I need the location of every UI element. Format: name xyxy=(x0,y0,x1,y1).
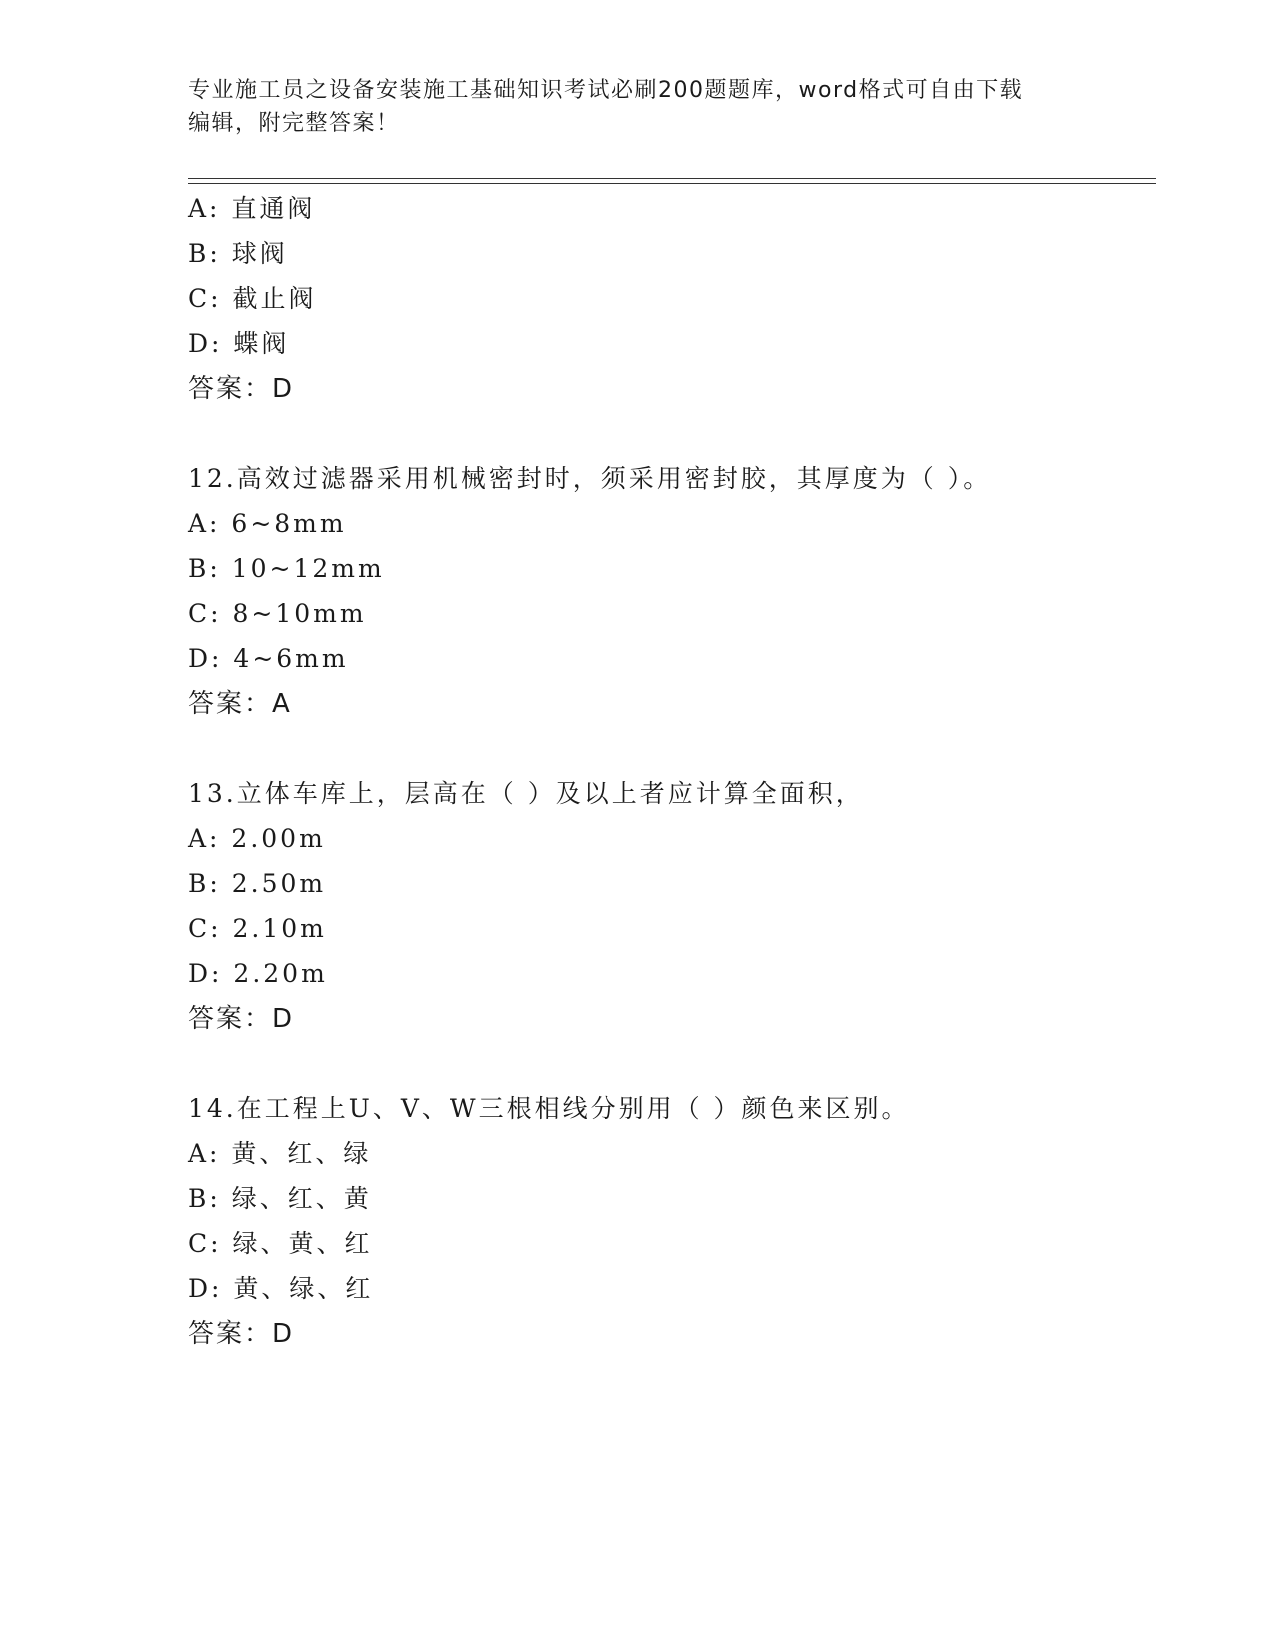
header-line-2: 编辑，附完整答案！ xyxy=(188,111,400,136)
question-text: 12.高效过滤器采用机械密封时，须采用密封胶，其厚度为（ ）。 xyxy=(188,464,992,493)
option-c: C: 截止阀 xyxy=(188,284,317,313)
document-header xyxy=(188,74,1088,140)
option-a: A: 6~8mm xyxy=(188,509,347,538)
question-text: 13.立体车库上，层高在（ ）及以上者应计算全面积， xyxy=(188,779,864,808)
option-d: D: 4~6mm xyxy=(188,644,349,673)
option-d: D: 2.20m xyxy=(188,959,328,988)
option-d: D: 黄、绿、红 xyxy=(188,1274,374,1303)
option-c: C: 8~10mm xyxy=(188,599,367,628)
option-b: B: 绿、红、黄 xyxy=(188,1184,372,1213)
option-a: A: 2.00m xyxy=(188,824,326,853)
option-b: B: 球阀 xyxy=(188,239,288,268)
option-b: B: 2.50m xyxy=(188,869,327,898)
answer-line: 答案：A xyxy=(188,689,292,719)
answer-line: 答案：D xyxy=(188,374,295,404)
option-d: D: 蝶阀 xyxy=(188,329,290,358)
header-divider-bottom xyxy=(188,183,1156,184)
header-divider-top xyxy=(188,178,1156,179)
option-b: B: 10~12mm xyxy=(188,554,385,583)
option-c: C: 绿、黄、红 xyxy=(188,1229,373,1258)
answer-line: 答案：D xyxy=(188,1004,295,1034)
option-a: A: 直通阀 xyxy=(188,194,316,223)
answer-line: 答案：D xyxy=(188,1319,295,1349)
option-c: C: 2.10m xyxy=(188,914,327,943)
option-a: A: 黄、红、绿 xyxy=(188,1139,372,1168)
header-line-1: 专业施工员之设备安装施工基础知识考试必刷200题题库，word格式可自由下载 xyxy=(188,78,1024,103)
question-text: 14.在工程上U、V、W三根相线分别用（ ）颜色来区别。 xyxy=(188,1094,910,1123)
